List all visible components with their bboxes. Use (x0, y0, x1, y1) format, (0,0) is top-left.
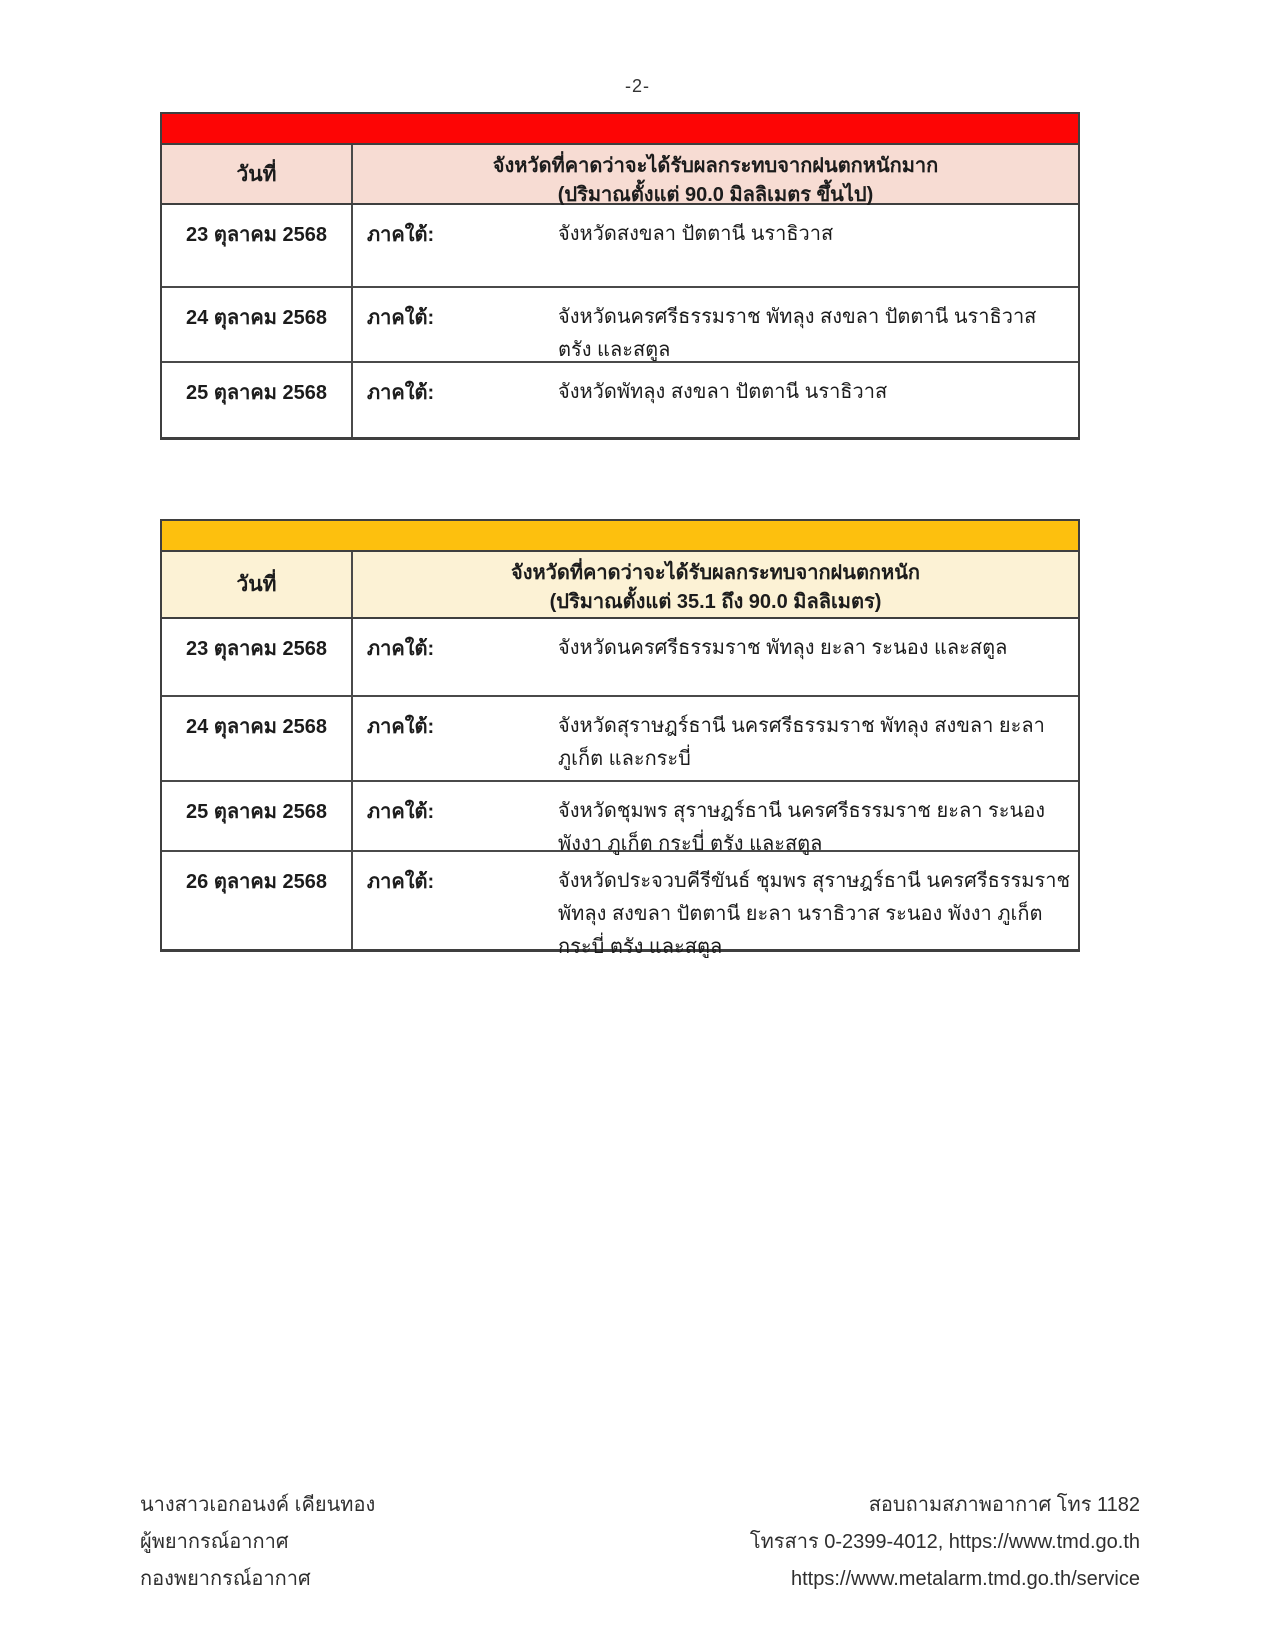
region-label: ภาคใต้: (367, 801, 435, 823)
table-header-row (162, 552, 1078, 619)
impact-subtitle: (ปริมาณตั้งแต่ 90.0 มิลลิเมตร ขึ้นไป) (557, 184, 874, 206)
provinces-text: จังหวัดสุราษฎร์ธานี นครศรีธรรมราช พัทลุง สงขลา ยะลา ภูเก็ต และกระบี่ (558, 715, 1045, 770)
provinces-text: จังหวัดนครศรีธรรมราช พัทลุง สงขลา ปัตตานี นราธิวาส ตรัง และสตูล (558, 306, 1037, 361)
date-column-header: วันที่ (162, 552, 353, 617)
region-label: ภาคใต้: (367, 638, 435, 660)
region-label: ภาคใต้: (367, 716, 435, 738)
contact-fax-website: โทรสาร 0-2399-4012, https://www.tmd.go.th (749, 1531, 1140, 1553)
date-cell: 26 ตุลาคม 2568 (162, 852, 353, 949)
impact-title: จังหวัดที่คาดว่าจะได้รับผลกระทบจากฝนตกหนักมาก (492, 155, 939, 177)
orange-banner (162, 521, 1078, 552)
table-row (162, 697, 1078, 782)
date-cell: 24 ตุลาคม 2568 (162, 288, 353, 361)
provinces-cell (353, 288, 1078, 361)
date-column-header: วันที่ (162, 145, 353, 203)
table-row (162, 288, 1078, 363)
impact-column-header (353, 552, 1078, 617)
date-cell: 24 ตุลาคม 2568 (162, 697, 353, 780)
table-row (162, 619, 1078, 697)
contact-metalarm-url: https://www.metalarm.tmd.go.th/service (790, 1568, 1140, 1590)
contact-phone: สอบถามสภาพอากาศ โทร 1182 (868, 1494, 1140, 1516)
forecaster-division: กองพยากรณ์อากาศ (140, 1568, 311, 1590)
provinces-cell (353, 205, 1078, 286)
red-banner (162, 114, 1078, 145)
forecaster-signature-block (140, 1487, 375, 1598)
contact-info-block (750, 1487, 1140, 1598)
table-very-heavy-rain (160, 112, 1080, 440)
provinces-cell (353, 363, 1078, 437)
date-cell: 25 ตุลาคม 2568 (162, 782, 353, 850)
table-row (162, 205, 1078, 288)
date-cell: 23 ตุลาคม 2568 (162, 619, 353, 695)
table-row (162, 852, 1078, 958)
provinces-text: จังหวัดนครศรีธรรมราช พัทลุง ยะลา ระนอง และสตูล (558, 637, 1008, 659)
forecaster-name: นางสาวเอกอนงค์ เคียนทอง (140, 1494, 376, 1516)
provinces-text: จังหวัดประจวบคีรีขันธ์ ชุมพร สุราษฎร์ธานี นครศรีธรรมราช พัทลุง สงขลา ปัตตานี ยะลา นราธิวาส ระนอง พังงา ภูเก็ต กระบี่ ตรัง และสตูล (558, 870, 1071, 958)
page-number: -2- (625, 76, 650, 96)
region-label: ภาคใต้: (367, 307, 435, 329)
table-heavy-rain (160, 519, 1080, 958)
impact-title: จังหวัดที่คาดว่าจะได้รับผลกระทบจากฝนตกหนัก (510, 562, 921, 584)
provinces-cell (353, 852, 1078, 958)
provinces-cell (353, 619, 1078, 695)
provinces-text: จังหวัดพัทลุง สงขลา ปัตตานี นราธิวาส (558, 381, 888, 403)
provinces-cell (353, 782, 1078, 855)
table-row (162, 782, 1078, 855)
date-cell: 25 ตุลาคม 2568 (162, 363, 353, 437)
provinces-text: จังหวัดชุมพร สุราษฎร์ธานี นครศรีธรรมราช ยะลา ระนอง พังงา ภูเก็ต กระบี่ ตรัง และสตูล (558, 800, 1045, 855)
impact-subtitle: (ปริมาณตั้งแต่ 35.1 ถึง 90.0 มิลลิเมตร) (549, 591, 882, 613)
impact-column-header (353, 145, 1078, 206)
table-header-row (162, 145, 1078, 205)
region-label: ภาคใต้: (367, 382, 435, 404)
provinces-text: จังหวัดสงขลา ปัตตานี นราธิวาส (558, 223, 834, 245)
region-label: ภาคใต้: (367, 224, 435, 246)
provinces-cell (353, 697, 1078, 780)
date-cell: 23 ตุลาคม 2568 (162, 205, 353, 286)
forecaster-title: ผู้พยากรณ์อากาศ (140, 1531, 289, 1553)
table-row (162, 363, 1078, 437)
region-label: ภาคใต้: (367, 871, 435, 893)
